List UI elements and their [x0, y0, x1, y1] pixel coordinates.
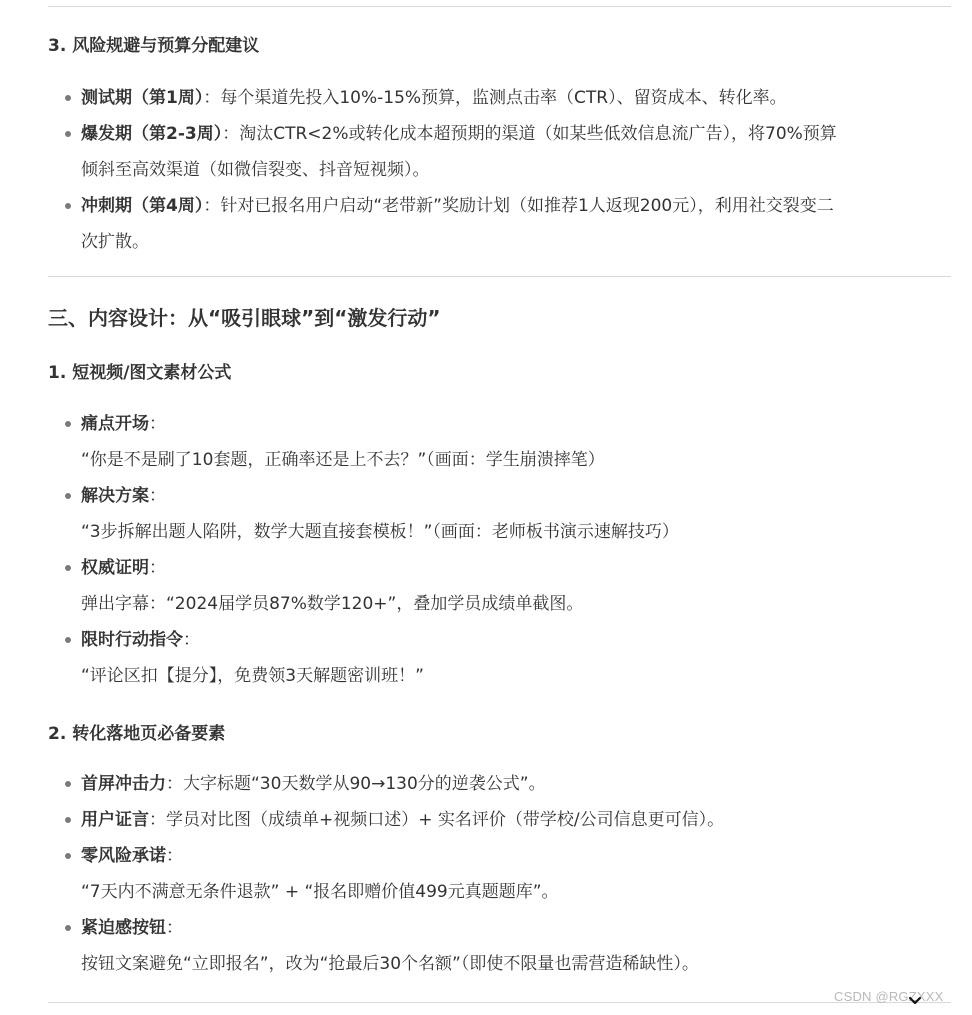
risk-item-sprint	[48, 188, 951, 260]
landing-item-first-screen-text: ：大字标题“30天数学从90→130分的逆袭公式”。	[166, 774, 546, 794]
risk-item-burst-label: 爆发期（第2-3周）	[81, 124, 223, 144]
section-heading-content: 三、内容设计：从“吸引眼球”到“激发行动”	[48, 306, 441, 330]
landing-item-urgency-button-label: 紧迫感按钮	[81, 918, 166, 938]
landing-item-testimonials-text: ：学员对比图（成绩单+视频口述）+ 实名评价（带学校/公司信息更可信）。	[149, 810, 725, 830]
material-item-pain-point-line-1	[81, 406, 951, 442]
landing-item-zero-risk	[48, 838, 951, 910]
risk-item-sprint-text-line-2: 次扩散。	[81, 232, 149, 252]
material-item-authority-label: 权威证明	[81, 558, 149, 578]
risk-item-test-line-1	[81, 80, 951, 116]
landing-item-first-screen-line-1	[81, 766, 951, 802]
material-item-authority-text: 弹出字幕：“2024届学员87%数学120+”，叠加学员成绩单截图。	[81, 594, 584, 614]
csdn-watermark: CSDN @RGZXXX	[834, 989, 944, 1004]
landing-item-zero-risk-label: 零风险承诺	[81, 846, 166, 866]
risk-item-test-label: 测试期（第1周）	[81, 88, 204, 108]
landing-item-urgency-button-colon: ：	[166, 918, 183, 938]
material-item-pain-point-colon: ：	[149, 414, 166, 434]
landing-item-urgency-button-text: 按钮文案避免“立即报名”，改为“抢最后30个名额”（即使不限量也需营造稀缺性）。	[81, 954, 699, 974]
risk-item-sprint-line-1	[81, 188, 951, 224]
landing-item-urgency-button	[48, 910, 951, 982]
risk-item-burst	[48, 116, 951, 188]
material-item-authority-colon: ：	[149, 558, 166, 578]
material-item-solution-label: 解决方案	[81, 486, 149, 506]
risk-item-test	[48, 80, 951, 116]
landing-item-testimonials	[48, 802, 951, 838]
material-item-cta-colon: ：	[183, 630, 200, 650]
landing-item-zero-risk-colon: ：	[166, 846, 183, 866]
landing-item-zero-risk-line-1	[81, 838, 951, 874]
risk-item-sprint-label: 冲刺期（第4周）	[81, 196, 204, 216]
material-item-cta	[48, 622, 951, 694]
landing-item-testimonials-line-1	[81, 802, 951, 838]
risk-item-burst-text-line-2: 倾斜至高效渠道（如微信裂变、抖音短视频）。	[81, 160, 430, 180]
landing-item-zero-risk-text: “7天内不满意无条件退款” + “报名即赠价值499元真题题库”。	[81, 882, 559, 902]
material-item-solution-text: “3步拆解出题人陷阱，数学大题直接套模板！”（画面：老师板书演示速解技巧）	[81, 522, 679, 542]
material-item-pain-point-label: 痛点开场	[81, 414, 149, 434]
material-item-cta-line-1	[81, 622, 951, 658]
material-item-pain-point-text: “你是不是刷了10套题，正确率还是上不去？”（画面：学生崩溃摔笔）	[81, 450, 605, 470]
risk-item-burst-line-1	[81, 116, 951, 152]
risk-item-sprint-text-line-1: ：针对已报名用户启动“老带新”奖励计划（如推荐1人返现200元），利用社交裂变二	[203, 196, 834, 216]
material-item-pain-point	[48, 406, 951, 478]
divider-top	[48, 6, 951, 7]
material-item-cta-label: 限时行动指令	[81, 630, 183, 650]
landing-item-first-screen-label: 首屏冲击力	[81, 774, 166, 794]
material-item-solution-colon: ：	[149, 486, 166, 506]
material-item-authority	[48, 550, 951, 622]
risk-item-burst-text-line-1: ：淘汰CTR<2%或转化成本超预期的渠道（如某些低效信息流广告），将70%预算	[222, 124, 837, 144]
material-formula-list	[48, 406, 951, 694]
landing-page-list	[48, 766, 951, 982]
material-item-solution-line-1	[81, 478, 951, 514]
material-item-cta-text: “评论区扣【提分】，免费领3天解题密训班！”	[81, 666, 424, 686]
landing-item-first-screen	[48, 766, 951, 802]
subheading-material-formula: 1. 短视频/图文素材公式	[48, 363, 232, 383]
subheading-landing-page: 2. 转化落地页必备要素	[48, 724, 226, 744]
divider-bottom	[48, 1002, 951, 1003]
chevron-down-icon[interactable]	[906, 992, 924, 1010]
risk-item-test-text: ：每个渠道先投入10%-15%预算，监测点击率（CTR）、留资成本、转化率。	[203, 88, 787, 108]
risk-list	[48, 80, 951, 260]
landing-item-urgency-button-line-1	[81, 910, 951, 946]
section-heading-risk: 3. 风险规避与预算分配建议	[48, 36, 260, 56]
divider-mid	[48, 276, 951, 277]
material-item-solution	[48, 478, 951, 550]
landing-item-testimonials-label: 用户证言	[81, 810, 149, 830]
material-item-authority-line-1	[81, 550, 951, 586]
chevron-down-icon-svg	[906, 992, 924, 1010]
